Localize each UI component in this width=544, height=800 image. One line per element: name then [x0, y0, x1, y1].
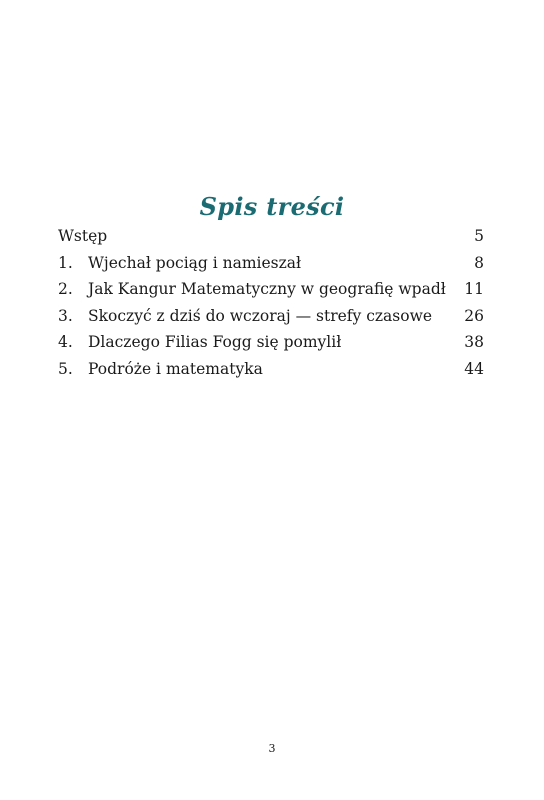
- toc-entry-number: 5.: [58, 359, 73, 378]
- toc-entry-chapter-2[interactable]: [58, 282, 484, 309]
- toc-entry-label: Wstęp: [58, 227, 108, 245]
- toc-entry-intro[interactable]: [58, 229, 484, 256]
- toc-entry-page: 38: [464, 333, 484, 351]
- toc-entry-chapter-5[interactable]: [58, 359, 484, 389]
- toc-entry-chapter-4[interactable]: [58, 335, 484, 362]
- toc-entry-chapter-1[interactable]: [58, 253, 484, 283]
- toc-entry-label: Podróże i matematyka: [88, 359, 263, 378]
- toc-entry-number: 4.: [58, 333, 73, 351]
- page-title: Spis treści: [199, 192, 345, 222]
- toc-entry-label: Skoczyć z dziś do wczoraj — strefy czasowe: [88, 306, 433, 325]
- toc-entry-label: Dlaczego Filias Fogg się pomylił: [88, 333, 342, 351]
- toc-entry-page: 44: [464, 359, 484, 378]
- page-number: 3: [268, 742, 276, 755]
- toc-entry-page: 8: [474, 253, 484, 272]
- toc-entry-number: 1.: [58, 253, 73, 272]
- toc-entry-label: Jak Kangur Matematyczny w geografię wpadł: [88, 280, 446, 298]
- toc-entry-page: 26: [464, 306, 484, 325]
- toc-entry-number: 2.: [58, 280, 73, 298]
- toc-entry-label: Wjechał pociąg i namieszał: [88, 253, 302, 272]
- toc-entry-page: 11: [464, 280, 484, 298]
- table-of-contents: [58, 229, 484, 388]
- toc-entry-page: 5: [474, 227, 484, 245]
- toc-entry-number: 3.: [58, 306, 73, 325]
- toc-entry-chapter-3[interactable]: [58, 306, 484, 336]
